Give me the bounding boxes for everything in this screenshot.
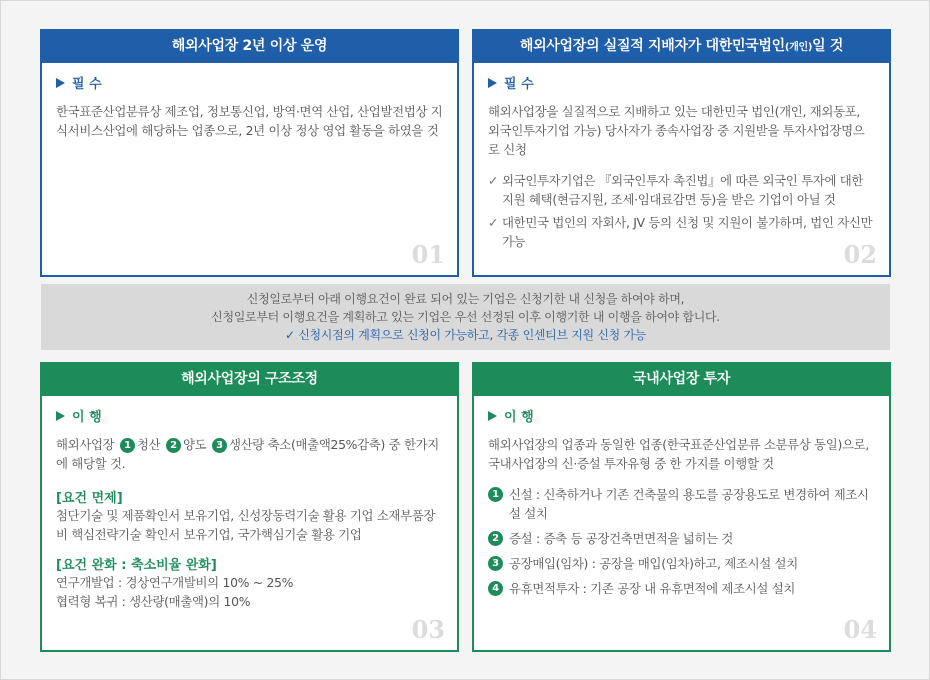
notice-line: 신청일로부터 아래 이행요건이 완료 되어 있는 기업은 신청기한 내 신청을 하여야 하며, [246, 292, 685, 306]
triangle-bullet-icon [488, 78, 497, 88]
card-number: 02 [843, 240, 877, 269]
exemption-title: [요건 면제] [56, 491, 123, 506]
number-badge-3: 3 [212, 438, 227, 453]
required-tag: 필 수 [56, 73, 443, 92]
card-title: 해외사업장 2년 이상 운영 [42, 31, 457, 63]
card-title: 국내사업장 투자 [474, 364, 889, 396]
triangle-bullet-icon [488, 411, 497, 421]
card-description: 해외사업장을 실질적으로 지배하고 있는 대한민국 법인(개인, 재외동포, 외국인투자기업 가능) 당사자가 종속사업장 중 지원받을 투자사업장명으로 신청 [488, 104, 865, 157]
relaxation-line: 연구개발업 : 경상연구개발비의 10% ~ 25% [56, 575, 294, 590]
check-icon: ✓ [488, 173, 499, 188]
check-item: ✓ 대한민국 법인의 자회사, JV 등의 신청 및 지원이 불가하며, 법인 자신만 가능 [488, 215, 873, 249]
number-badge-2: 2 [488, 531, 503, 546]
notice-bar [41, 284, 890, 350]
card-number: 01 [411, 240, 445, 269]
card-description: 해외사업장 1 청산 2 양도 3 생산량 축소(매출액25%감축) 중 한가지에 해당할 것. [56, 437, 439, 471]
relaxation-title: [요건 완화 : 축소비율 완화] [56, 558, 217, 573]
card-title: 해외사업장의 실질적 지배자가 대한민국법인(개인)일 것 [474, 31, 889, 63]
list-item: 1 신설 : 신축하거나 기존 건축물의 용도를 공장용도로 변경하여 제조시설 설치 [488, 485, 875, 523]
triangle-bullet-icon [56, 78, 65, 88]
triangle-bullet-icon [56, 411, 65, 421]
card-number: 03 [411, 615, 445, 644]
check-icon: ✓ [488, 215, 499, 230]
notice-line: 신청일로부터 이행요건을 계획하고 있는 기업은 우선 선정된 이후 이행기한 내 이행을 하여야 합니다. [211, 310, 720, 324]
number-badge-1: 1 [120, 438, 135, 453]
card-title: 해외사업장의 구조조정 [42, 364, 457, 396]
card-description: 해외사업장의 업종과 동일한 업종(한국표준산업분류 소분류상 동일)으로, 국내사업장의 신·증설 투자유형 중 한 가지를 이행할 것 [488, 437, 869, 471]
required-tag: 필 수 [488, 73, 875, 92]
list-item: 4 유휴면적투자 : 기존 공장 내 유휴면적에 제조시설 설치 [488, 579, 875, 598]
card-overseas-operation [40, 29, 459, 277]
relaxation-line: 협력형 복귀 : 생산량(매출액)의 10% [56, 594, 251, 609]
card-restructuring [40, 362, 459, 652]
list-item: 2 증설 : 증축 등 공장건축면면적을 넓히는 것 [488, 529, 875, 548]
number-badge-4: 4 [488, 581, 503, 596]
number-badge-1: 1 [488, 487, 503, 502]
card-domestic-investment [472, 362, 891, 652]
card-description: 한국표준산업분류상 제조업, 정보통신업, 방역·면역 산업, 산업발전법상 지식서비스산업에 해당하는 업종으로, 2년 이상 정상 영업 활동을 하였을 것 [56, 104, 443, 138]
notice-highlight: ✓ 신청시점의 계획으로 신청이 가능하고, 각종 인센티브 지원 신청 가능 [284, 328, 647, 342]
implementation-tag: 이 행 [56, 406, 443, 425]
exemption-text: 첨단기술 및 제품확인서 보유기업, 신성장동력기술 활용 기업 소재부품장비 핵심전략기술 확인서 보유기업, 국가핵심기술 활용 기업 [56, 508, 436, 542]
number-badge-2: 2 [166, 438, 181, 453]
card-number: 04 [843, 615, 877, 644]
list-item: 3 공장매입(임차) : 공장을 매입(임차)하고, 제조시설 설치 [488, 554, 875, 573]
number-badge-3: 3 [488, 556, 503, 571]
check-item: ✓ 외국인투자기업은 『외국인투자 촉진법』에 따른 외국인 투자에 대한 지원 혜택(현금지원, 조세·임대료감면 등)을 받은 기업이 아닐 것 [488, 173, 864, 207]
implementation-tag: 이 행 [488, 406, 875, 425]
card-korean-controller [472, 29, 891, 277]
